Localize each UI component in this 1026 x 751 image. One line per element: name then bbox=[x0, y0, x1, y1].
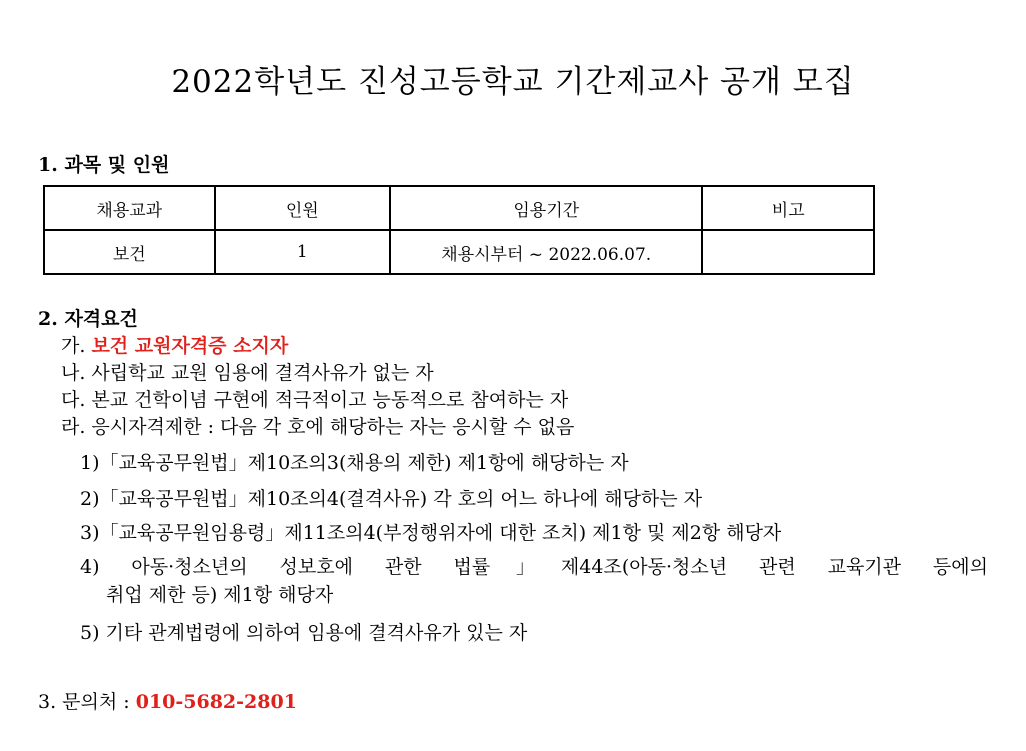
qualification-ga-prefix: 가. bbox=[61, 335, 92, 357]
restriction-item-3: 3)「교육공무원임용령」제11조의4(부정행위자에 대한 조치) 제1항 및 제2항 해당자 bbox=[80, 522, 782, 544]
header-cell-period: 임용기간 bbox=[390, 186, 702, 230]
table-row bbox=[44, 230, 874, 274]
cell-subject: 보건 bbox=[44, 230, 215, 274]
qualification-ra: 라. 응시자격제한 : 다음 각 호에 해당하는 자는 응시할 수 없음 bbox=[61, 416, 575, 438]
contact-line bbox=[38, 687, 297, 714]
page-title: 2022학년도 진성고등학교 기간제교사 공개 모집 bbox=[171, 64, 855, 100]
restriction-item-2: 2)「교육공무원법」제10조의4(결격사유) 각 호의 어느 하나에 해당하는 자 bbox=[80, 488, 703, 510]
qualification-na: 나. 사립학교 교원 임용에 결격사유가 없는 자 bbox=[61, 362, 434, 384]
qualification-ga-text: 보건 교원자격증 소지자 bbox=[91, 335, 289, 357]
restriction-item-1: 1)「교육공무원법」제10조의3(채용의 제한) 제1항에 해당하는 자 bbox=[80, 452, 629, 474]
header-cell-count: 인원 bbox=[215, 186, 391, 230]
qualification-da: 다. 본교 건학이념 구현에 적극적이고 능동적으로 참여하는 자 bbox=[61, 389, 569, 411]
contact-label: 3. 문의처 : bbox=[38, 691, 136, 713]
cell-period: 채용시부터 ~ 2022.06.07. bbox=[390, 230, 702, 274]
contact-phone: 010-5682-2801 bbox=[135, 691, 297, 713]
restriction-item-4-cont: 취업 제한 등) 제1항 해당자 bbox=[106, 584, 334, 606]
restriction-item-5: 5) 기타 관계법령에 의하여 임용에 결격사유가 있는 자 bbox=[80, 622, 528, 644]
section-1-heading: 1. 과목 및 인원 bbox=[38, 154, 170, 176]
table-header-row bbox=[44, 186, 874, 230]
recruitment-table bbox=[43, 185, 875, 275]
cell-count: 1 bbox=[215, 230, 391, 274]
restriction-item-4: 4) 아동·청소년의 성보호에 관한 법률」제44조(아동·청소년 관련 교육기관 등에의 bbox=[80, 556, 988, 578]
header-cell-note: 비고 bbox=[702, 186, 874, 230]
section-2-heading: 2. 자격요건 bbox=[38, 308, 138, 330]
header-cell-subject: 채용교과 bbox=[44, 186, 215, 230]
cell-note bbox=[702, 230, 874, 274]
qualification-ga bbox=[61, 331, 288, 358]
